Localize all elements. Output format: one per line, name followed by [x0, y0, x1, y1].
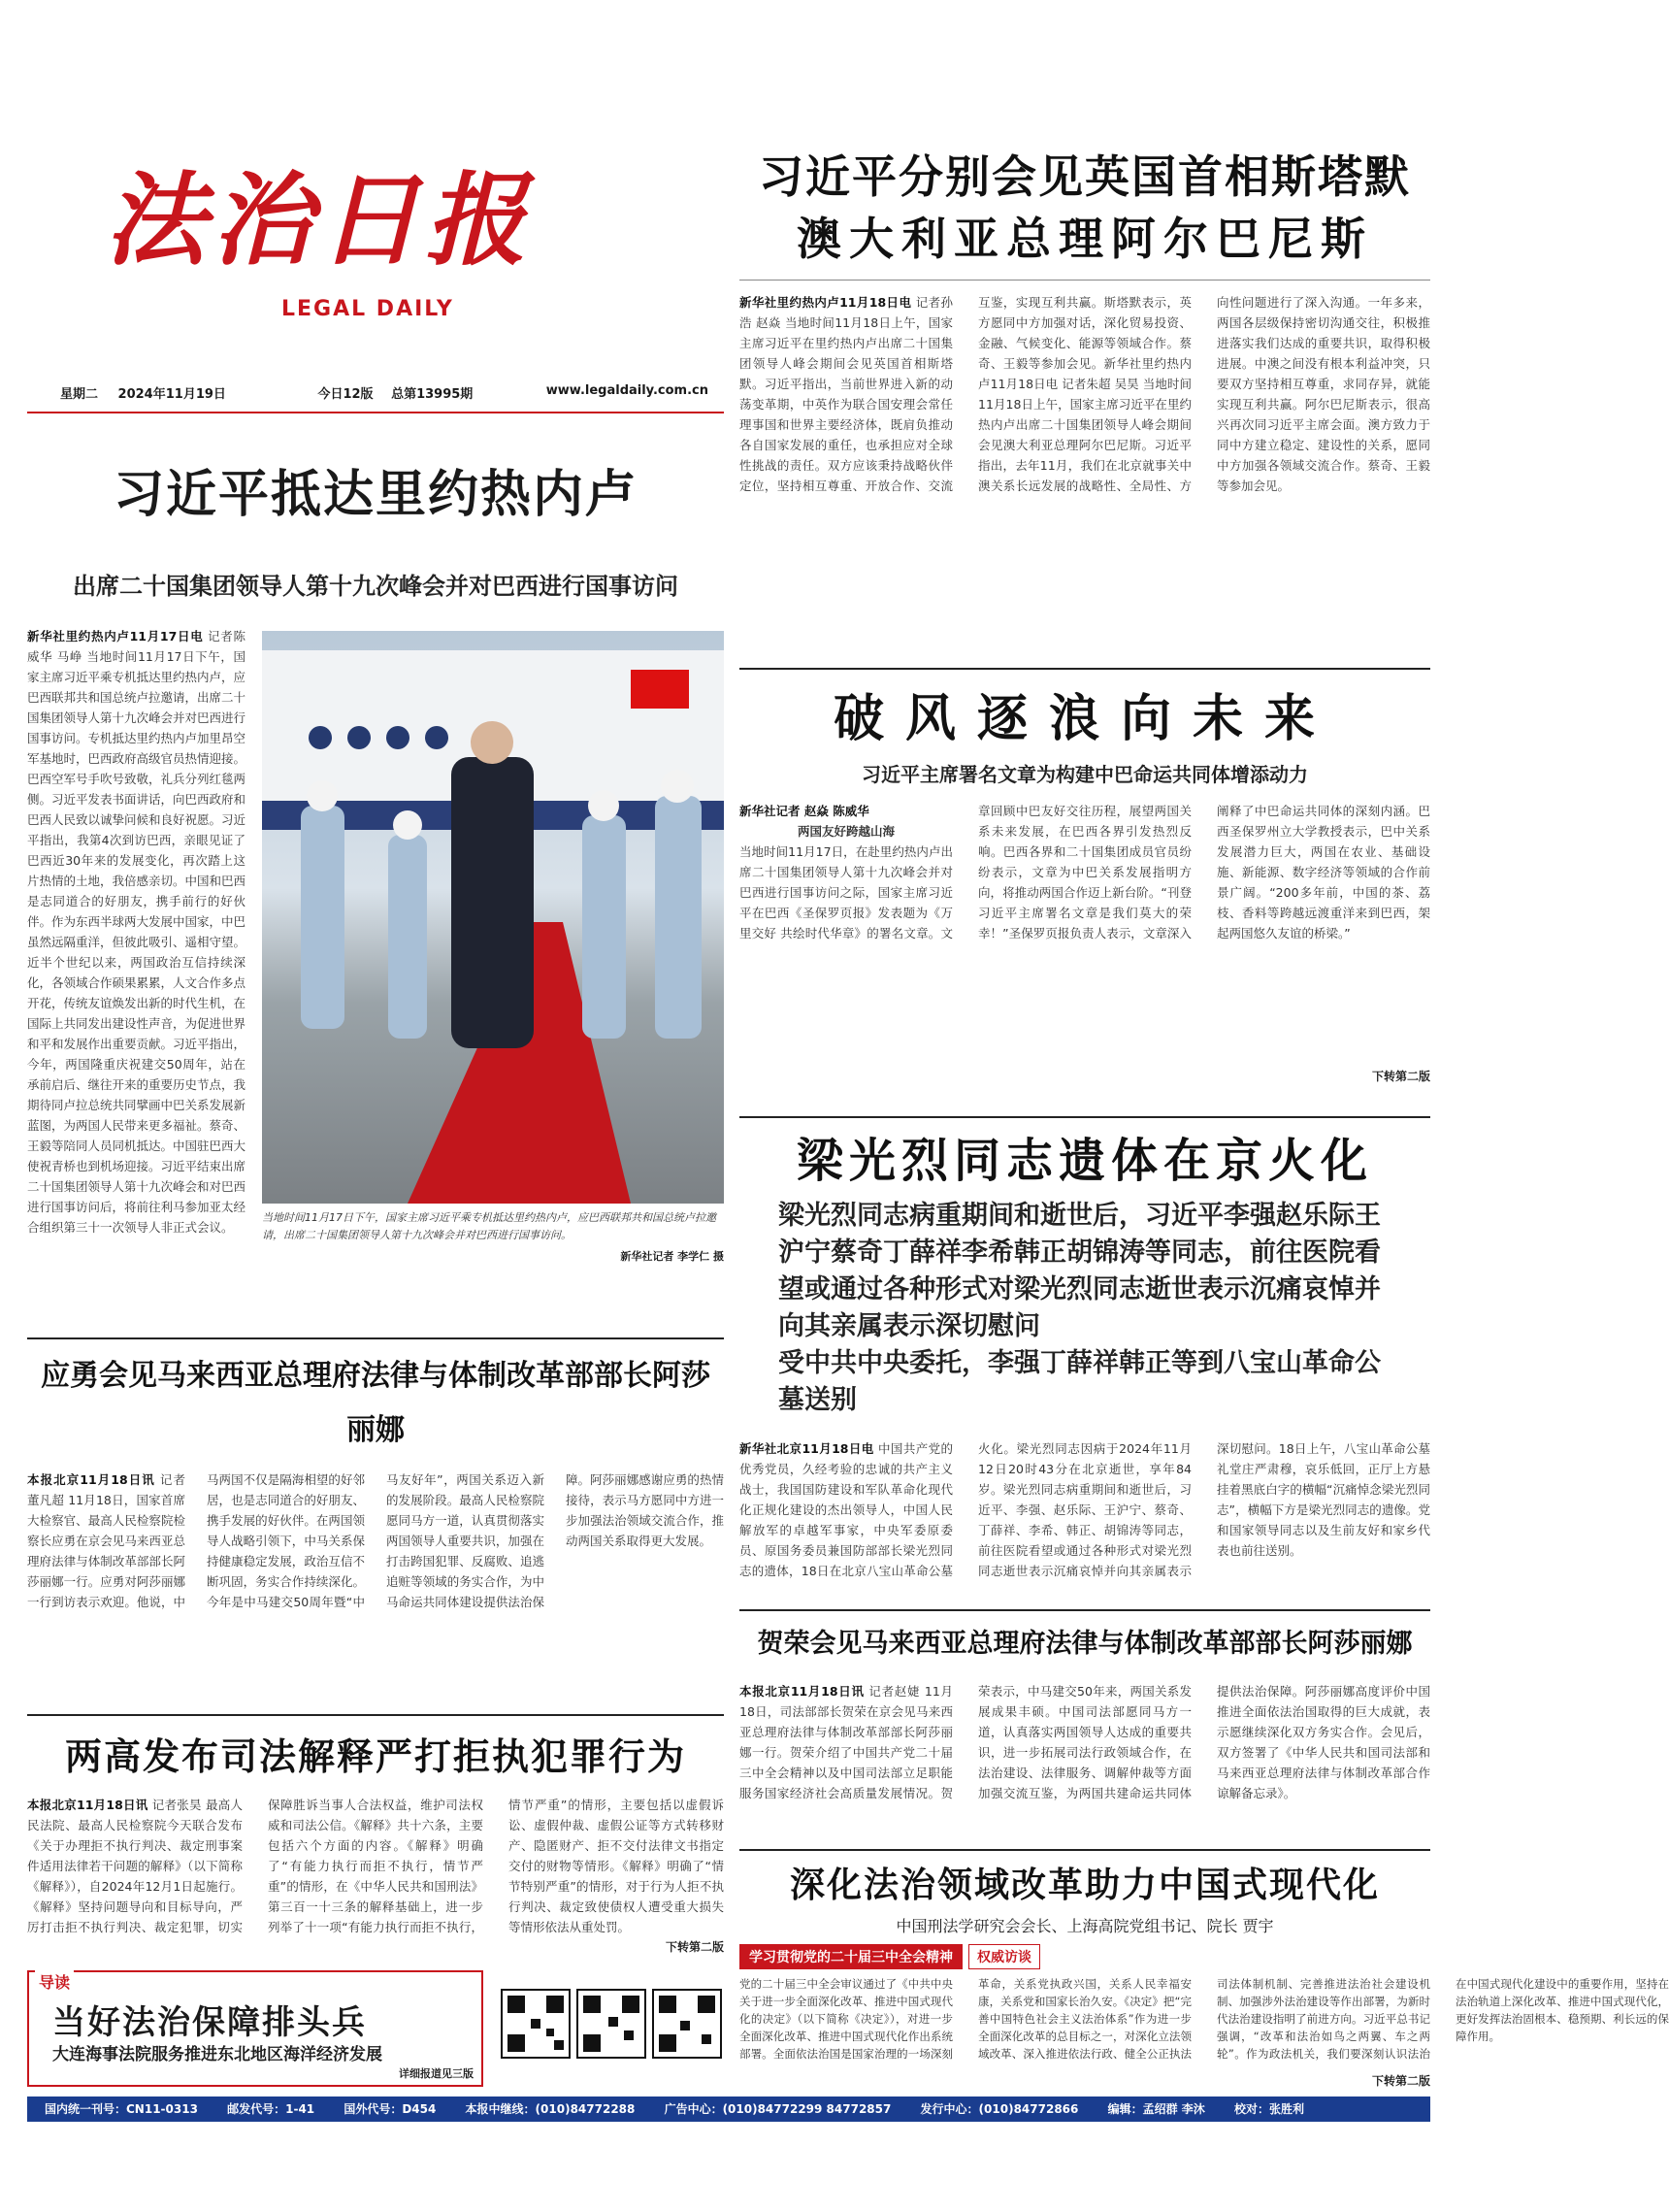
masthead-english: LEGAL DAILY: [281, 297, 454, 321]
story-article-title: 破风逐浪向未来: [833, 689, 1336, 748]
story-uk-au-body: 记者孙浩 赵焱 当地时间11月18日上午，国家主席习近平在里约热内卢出席二十国集团领导人峰会期间会见英国首相斯塔默。习近平指出，当前世界进入新的动荡变革期，中英作为联合国安理会常任理事国和世界主要经济体，既肩负推动各自国家发展的重任，也承担应对全球性挑战的责任。双方应该秉持战略伙伴定位，坚持相互尊重、开放合作、交流互鉴，实现互利共赢。斯塔默表示，英方愿同中方加强对话，深化贸易投资、金融、气候变化、能源等领域合作。蔡奇、王毅等参加会见。新华社里约热内卢11月18日电 记者朱超 吴昊 当地时间11月18日上午，国家主席习近平在里约热内卢出席二十国集团领导人峰会期间会见澳大利亚总理阿尔巴尼斯。习近平指出，去年11月，我们在北京就事关中澳关系长远发展的战略性、全局性、方向性问题进行了深入沟通。一年多来，两国各层级保持密切沟通交往，积极推进落实我们达成的重要共识，取得积极进展。中澳之间没有根本利益冲突，只要双方坚持相互尊重，求同存异，就能实现互利共赢。阿尔巴尼斯表示，很高兴再次同习近平主席会面。澳方致力于同中方建立稳定、建设性的关系，愿同中方加强各领域交流合作。蔡奇、王毅等参加会见。: [739, 295, 1430, 493]
story-article-continued[interactable]: 下转第二版: [1371, 1070, 1430, 1083]
story-ad-subtitle: 大连海事法院服务推进东北地区海洋经济发展: [52, 2045, 382, 2064]
masthead-pages: 今日12版: [317, 387, 374, 402]
story-uk-au: [739, 146, 1430, 655]
story-malaysia-1-body: 记者董凡超 11月18日，国家首席大检察官、最高人民检察院检察长应勇在京会见马来西亚总理府法律与体制改革部部长阿莎丽娜一行。应勇对阿莎丽娜一行到访表示欢迎。他说，中马两国不仅是隔海相望的好邻居，也是志同道合的好朋友、携手发展的好伙伴。在两国领导人战略引领下，中马关系保持健康稳定发展，政治互信不断巩固，务实合作持续深化。今年是中马建交50周年暨“中马友好年”，两国关系迈入新的发展阶段。最高人民检察院愿同马方一道，认真贯彻落实两国领导人重要共识，加强在打击跨国犯罪、反腐败、追逃追赃等领域的务实合作，为中马命运共同体建设提供法治保障。阿莎丽娜感谢应勇的热情接待，表示马方愿同中方进一步加强法治领域交流合作，推动两国关系取得更大发展。: [27, 1472, 724, 1609]
story-article-subtitle: 习近平主席署名文章为构建中巴命运共同体增添动力: [862, 763, 1308, 786]
story-reform-byline: 中国刑法学研究会会长、上海高院党组书记、院长 贾宇: [896, 1917, 1274, 1935]
footer-editor: 编辑：孟绍群 李沐: [1107, 2102, 1205, 2116]
story-liang-lead: 梁光烈同志病重期间和逝世后，习近平李强赵乐际王沪宁蔡奇丁薛祥李希韩正胡锦涛等同志，前往医院看望或通过各种形式对梁光烈同志逝世表示沉痛哀悼并向其亲属表示深切慰问: [778, 1201, 1381, 1341]
story-malaysia-1: [27, 1349, 724, 1708]
footer-hotline: 本报中继线：(010)84772288: [465, 2102, 636, 2116]
story-liang: [739, 1124, 1430, 1609]
qr-code-icon: [653, 1990, 721, 2058]
story-rio-subtitle: 出席二十国集团领导人第十九次峰会并对巴西进行国事访问: [73, 573, 678, 600]
story-article-dateline: 新华社记者 赵焱 陈威华: [739, 804, 869, 818]
footer-post: 邮发代号：1-41: [227, 2102, 315, 2116]
story-ad-tag: 导读: [35, 1970, 74, 1993]
masthead-date: 2024年11月19日: [117, 387, 226, 402]
story-article-section: 两国友好跨越山海: [797, 824, 895, 839]
footer-cn: 国内统一刊号：CN11-0313: [45, 2102, 198, 2116]
story-uk-au-dateline: 新华社里约热内卢11月18日电: [739, 295, 912, 310]
story-malaysia-2-title: 贺荣会见马来西亚总理府法律与体制改革部部长阿莎丽娜: [757, 1629, 1413, 1659]
story-ad-note: 详细报道见三版: [399, 2067, 474, 2080]
photo-scene: [262, 631, 724, 1204]
person-silhouette: [451, 757, 534, 1048]
story-article-body: 当地时间11月17日，在赴里约热内卢出席二十国集团领导人第十九次峰会并对巴西进行国事访问之际，国家主席习近平在巴西《圣保罗页报》发表题为《万里交好 共绘时代华章》的署名文章。文章回顾中巴友好交往历程，展望两国关系未来发展，在巴西各界引发热烈反响。巴西各界和二十国集团成员官员纷纷表示，文章为中巴关系发展指明方向，将推动两国合作迈上新台阶。“刊登习近平主席署名文章是我们莫大的荣幸！”圣保罗页报负责人表示，文章深入阐释了中巴命运共同体的深刻内涵。巴西圣保罗州立大学教授表示，巴中关系发展潜力巨大，两国在农业、基础设施、新能源、数字经济等领域的合作前景广阔。“200多年前，中国的茶、荔枝、香料等跨越远渡重洋来到巴西，架起两国悠久友谊的桥梁。”: [739, 804, 1430, 941]
story-rio-dateline: 新华社里约热内卢11月17日电: [27, 629, 204, 644]
story-article: [739, 679, 1430, 1111]
story-rio-credit: 新华社记者 李学仁 摄: [620, 1250, 724, 1263]
story-malaysia-2-body: 记者赵婕 11月18日，司法部部长贺荣在京会见马来西亚总理府法律与体制改革部部长阿莎丽娜一行。贺荣介绍了中国共产党二十届三中全会精神以及中国司法部立足职能服务国家经济社会高质量发展情况。贺荣表示，中马建交50年来，两国关系发展成果丰硕。中国司法部愿同马方一道，认真落实两国领导人达成的重要共识，进一步拓展司法行政领域合作，在法治建设、法律服务、调解仲裁等方面加强交流互鉴，为两国共建命运共同体提供法治保障。阿莎丽娜高度评价中国推进全面依法治国取得的巨大成就，表示愿继续深化双方务实合作。会见后，双方签署了《中华人民共和国司法部和马来西亚总理府法律与体制改革部合作谅解备忘录》。: [739, 1684, 1430, 1800]
story-rio-body: 记者陈威华 马峥 当地时间11月17日下午，国家主席习近平乘专机抵达里约热内卢，应巴西联邦共和国总统卢拉邀请，出席二十国集团领导人第十九次峰会并对巴西进行国事访问。专机抵达里约热内卢加里昂空军基地时，巴西政府高级官员热情迎接。巴西空军号手吹号致敬，礼兵分列红毯两侧。习近平发表书面讲话，向巴西政府和巴西人民致以诚挚问候和良好祝愿。习近平指出，我第4次到访巴西，亲眼见证了巴西近30年来的发展变化，再次踏上这片热情的土地，我倍感亲切。中国和巴西是志同道合的好朋友，携手前行的好伙伴。作为东西半球两大发展中国家，中巴虽然远隔重洋，但彼此吸引、遥相守望。近半个世纪以来，两国政治互信持续深化，各领域合作硕果累累，人文合作多点开花，传统友谊焕发出新的时代生机，在国际上共同发出建设性声音，为促进世界和平和发展作出重要贡献。习近平指出，今年，两国隆重庆祝建交50周年，站在承前启后、继往开来的重要历史节点，我期待同卢拉总统共同擘画中巴关系发展新蓝图，为两国人民带来更多福祉。蔡奇、王毅等陪同人员同机抵达。中国驻巴西大使祝青桥也到机场迎接。习近平结束出席二十国集团领导人第十九次峰会和对巴西进行国事访问后，将前往利马参加亚太经合组织第三十一次领导人非正式会议。: [27, 629, 246, 1235]
story-rio-photo: [262, 631, 724, 1204]
qr-code-icon: [577, 1990, 645, 2058]
story-malaysia-2: [739, 1617, 1430, 1846]
masthead-title: 法治日报: [105, 160, 533, 280]
story-reform-continued[interactable]: 下转第二版: [1371, 2074, 1430, 2088]
story-rio-caption: 当地时间11月17日下午，国家主席习近平乘专机抵达里约热内卢，应巴西联邦共和国总统卢拉邀请，出席二十国集团领导人第十九次峰会并对巴西进行国事访问。: [262, 1211, 716, 1241]
story-liang-lead2: 受中共中央委托，李强丁薛祥韩正等到八宝山革命公墓送别: [778, 1348, 1381, 1415]
story-uk-au-title-2: 澳大利亚总理阿尔巴尼斯: [797, 213, 1373, 265]
footer-proof: 校对：张胜利: [1233, 2102, 1304, 2116]
masthead-website[interactable]: www.legaldaily.com.cn: [545, 383, 708, 398]
qr-code-icon: [502, 1990, 570, 2058]
story-reform-body: 党的二十届三中全会审议通过了《中共中央关于进一步全面深化改革、推进中国式现代化的决定》（以下简称《决定》），对进一步全面深化改革、推进中国式现代化作出系统部署。全面依法治国是国家治理的一场深刻革命，关系党执政兴国，关系人民幸福安康，关系党和国家长治久安。《决定》把“完善中国特色社会主义法治体系”作为进一步全面深化改革的总目标之一，对深化立法领域改革、深入推进依法行政、健全公正执法司法体制机制、完善推进法治社会建设机制、加强涉外法治建设等作出部署，为新时代法治建设指明了前进方向。习近平总书记强调，“改革和法治如鸟之两翼、车之两轮”。作为政法机关，我们要深刻认识法治在中国式现代化建设中的重要作用，坚持在法治轨道上深化改革、推进中国式现代化，更好发挥法治固根本、稳预期、利长远的保障作用。: [739, 1977, 1669, 2061]
masthead: [27, 144, 726, 367]
qr-codes: [500, 1970, 723, 2087]
story-liang-body: 中国共产党的优秀党员，久经考验的忠诚的共产主义战士，我国国防建设和军队革命化现代化正规化建设的杰出领导人，中国人民解放军的卓越军事家，中央军委原委员、原国务委员兼国防部部长梁光烈同志的遗体，18日在北京八宝山革命公墓火化。梁光烈同志因病于2024年11月12日20时43分在北京逝世，享年84岁。梁光烈同志病重期间和逝世后，习近平、李强、赵乐际、王沪宁、蔡奇、丁薛祥、李希、韩正、胡锦涛等同志，前往医院看望或通过各种形式对梁光烈同志逝世表示沉痛哀悼并向其亲属表示深切慰问。18日上午，八宝山革命公墓礼堂庄严肃穆，哀乐低回，正厅上方悬挂着黑底白字的横幅“沉痛悼念梁光烈同志”，横幅下方是梁光烈同志的遗像。党和国家领导同志以及生前友好和家乡代表也前往送别。: [739, 1441, 1430, 1578]
story-judicial-dateline: 本报北京11月18日讯: [27, 1798, 148, 1812]
story-malaysia-1-dateline: 本报北京11月18日讯: [27, 1472, 155, 1487]
story-ad-title: 当好法治保障排头兵: [52, 2003, 367, 2042]
story-uk-au-title-1: 习近平分别会见英国首相斯塔默: [759, 150, 1411, 203]
story-reform: [739, 1856, 1669, 2088]
story-reform-banner-tag: 权威访谈: [968, 1944, 1040, 1969]
story-rio-text: [27, 626, 245, 1271]
story-judicial-body: 记者张昊 最高人民法院、最高人民检察院今天联合发布《关于办理拒不执行判决、裁定刑事案件适用法律若干问题的解释》（以下简称《解释》），自2024年12月1日起施行。《解释》坚持问题导向和目标导向，严厉打击拒不执行判决、裁定犯罪，切实保障胜诉当事人合法权益，维护司法权威和司法公信。《解释》共十六条，主要包括六个方面的内容。《解释》明确了“有能力执行而拒不执行，情节严重”的情形，在《中华人民共和国刑法》第三百一十三条的解释基础上，进一步列举了十一项“有能力执行而拒不执行，情节严重”的情形，主要包括以虚假诉讼、虚假仲裁、虚假公证等方式转移财产、隐匿财产、拒不交付法律文书指定交付的财物等情形。《解释》明确了“情节特别严重”的情形，对于行为人拒不执行判决、裁定致使债权人遭受重大损失等情形依法从重处罚。: [27, 1798, 724, 1934]
story-malaysia-2-dateline: 本报北京11月18日讯: [739, 1684, 865, 1699]
story-reform-title: 深化法治领域改革助力中国式现代化: [789, 1865, 1380, 1905]
footer-foreign: 国外代号：D454: [344, 2102, 437, 2116]
story-malaysia-1-title: 应勇会见马来西亚总理府法律与体制改革部部长阿莎丽娜: [41, 1359, 710, 1447]
story-reform-banner: 学习贯彻党的二十届三中全会精神: [739, 1944, 963, 1969]
footer-ad: 广告中心：(010)84772299 84772857: [664, 2102, 892, 2116]
masthead-issue: 总第13995期: [391, 387, 474, 402]
masthead-weekday: 星期二: [60, 387, 99, 402]
story-liang-dateline: 新华社北京11月18日电: [739, 1441, 874, 1456]
story-ad[interactable]: [27, 1970, 483, 2087]
story-judicial-title: 两高发布司法解释严打拒执犯罪行为: [64, 1734, 686, 1778]
masthead-info: [60, 383, 720, 407]
story-liang-title: 梁光烈同志遗体在京火化: [796, 1134, 1373, 1188]
footer: [27, 2096, 1430, 2122]
story-judicial: [27, 1723, 724, 1961]
flag-icon: [631, 670, 689, 709]
footer-dist: 发行中心：(010)84772866: [920, 2102, 1079, 2116]
story-rio-title: 习近平抵达里约热内卢: [113, 466, 638, 524]
story-judicial-continued[interactable]: 下转第二版: [665, 1940, 724, 1954]
story-rio-continue: [262, 1270, 724, 1328]
